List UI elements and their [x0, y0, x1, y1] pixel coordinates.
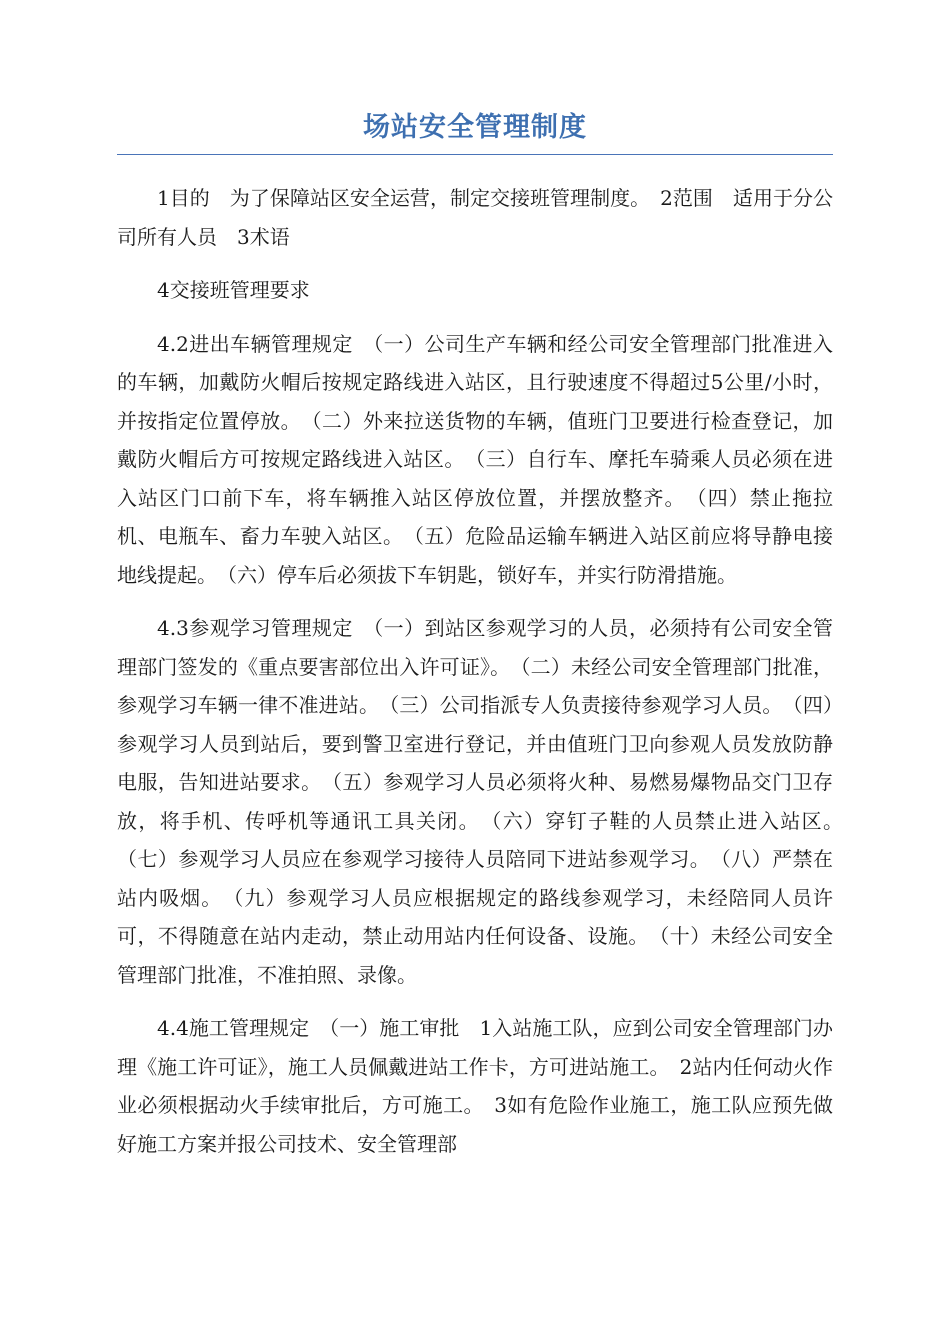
paragraph-visitor-rules: 4.3参观学习管理规定 （一）到站区参观学习的人员，必须持有公司安全管理部门签发的《重点要害部位出入许可证》。 （二）未经公司安全管理部门批准，参观学习车辆一律不准进站。 （三）公司指派专人负责接待参观学习人员。 （四）参观学习人员到站后，要到警卫室进行登记，并由值班门卫向参观人员发放防静电服，告知进站要求。 （五）参观学习人员必须将火种、易燃易爆物品交门卫存放，将手机、传呼机等通讯工具关闭。 （六）穿钉子鞋的人员禁止进入站区。 （七）参观学习人员应在参观学习接待人员陪同下进站参观学习。 （八）严禁在站内吸烟。 （九）参观学习人员应根据规定的路线参观学习，未经陪同人员许可，不得随意在站内走动，禁止动用站内任何设备、设施。 （十）未经公司安全管理部门批准，不准拍照、录像。 [117, 616, 853, 987]
paragraph-handover-requirements: 4交接班管理要求 [157, 278, 310, 302]
paragraph-purpose-scope: 1目的 为了保障站区安全运营，制定交接班管理制度。 2范围 适用于分公司所有人员 3术语 [117, 186, 833, 249]
document-page [117, 108, 853, 1178]
paragraph-vehicle-rules: 4.2进出车辆管理规定 （一）公司生产车辆和经公司安全管理部门批准进入的车辆，加戴防火帽后按规定路线进入站区，且行驶速度不得超过5公里/小时，并按指定位置停放。 （二）外来拉送货物的车辆，值班门卫要进行检查登记，加戴防火帽后方可按规定路线进入站区。 （三）自行车、摩托车骑乘人员必须在进入站区门口前下车，将车辆推入站区停放位置，并摆放整齐。 （四）禁止拖拉机、电瓶车、畜力车驶入站区。 （五）危险品运输车辆进入站区前应将导静电接地线提起。 （六）停车后必须拔下车钥匙，锁好车，并实行防滑措施。 [117, 331, 833, 587]
document-title: 场站安全管理制度 [117, 108, 833, 155]
document-body [117, 179, 853, 1163]
paragraph-construction-rules: 4.4施工管理规定 （一）施工审批 1入站施工队，应到公司安全管理部门办理《施工许可证》，施工人员佩戴进站工作卡，方可进站施工。 2站内任何动火作业必须根据动火手续审批后，方可施工。 3如有危险作业施工，施工队应预先做好施工方案并报公司技术、安全管理部 [117, 1016, 833, 1156]
